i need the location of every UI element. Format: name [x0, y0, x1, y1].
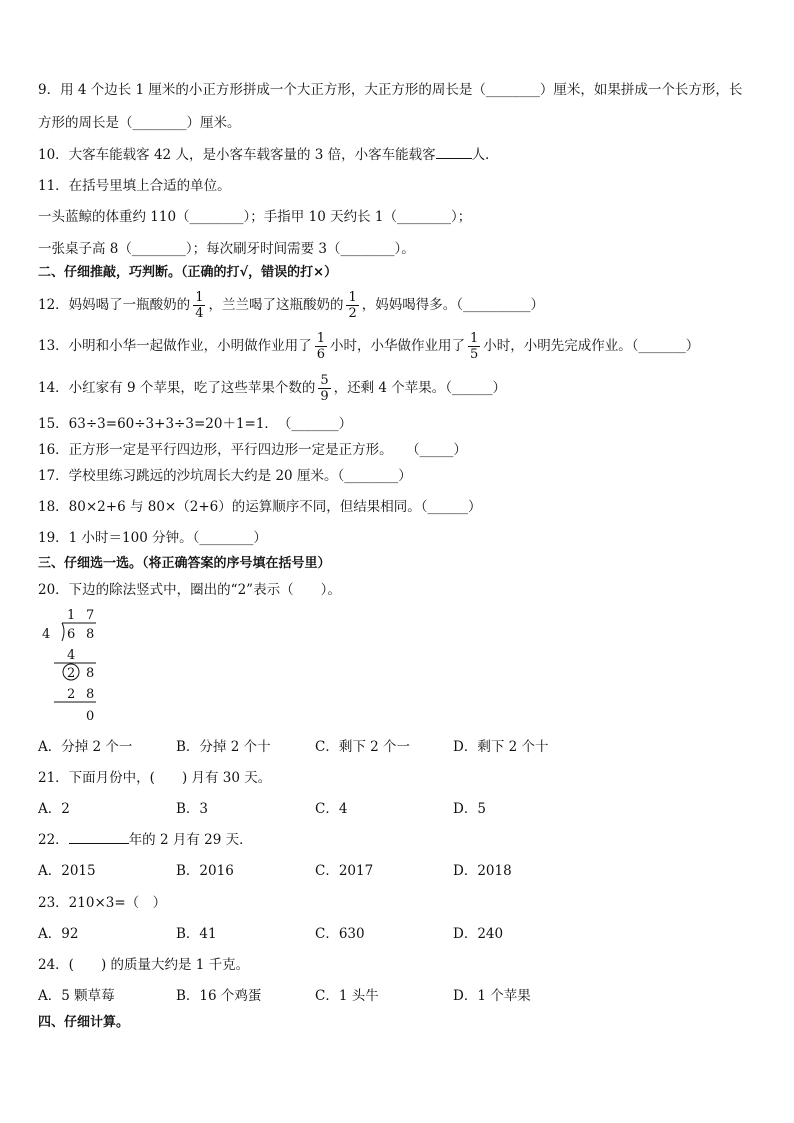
- question-17: 17．学校里练习跳远的沙坑周长大约是 20 厘米。（________）: [38, 468, 412, 484]
- q22-option-c[interactable]: C．2017: [315, 863, 374, 879]
- q23-option-a[interactable]: A．92: [38, 926, 79, 942]
- fraction-denominator: 2: [348, 306, 357, 321]
- question-13-text-c: 小时，小明先完成作业。（_______）: [483, 338, 700, 354]
- remainder-digit: 8: [86, 666, 95, 681]
- question-13-text-b: 小时，小华做作业用了: [329, 338, 465, 354]
- final-remainder: 0: [86, 709, 95, 724]
- question-10: [38, 145, 499, 165]
- q23-option-b[interactable]: B．41: [176, 926, 217, 942]
- fraction-one-fifth: [468, 331, 480, 362]
- q20-option-c[interactable]: C．剩下 2 个一: [315, 739, 411, 755]
- question-21-stem: 21．下面月份中，( ) 月有 30 天。: [38, 770, 272, 786]
- q22-option-a[interactable]: A．2015: [38, 863, 96, 879]
- fraction-denominator: 4: [195, 306, 204, 321]
- question-13-text-a: 13．小明和小华一起做作业，小明做作业用了: [38, 338, 312, 354]
- divisor: 4: [42, 627, 51, 642]
- q24-option-a[interactable]: A．5 颗草莓: [38, 988, 115, 1004]
- answer-blank: [436, 146, 472, 159]
- fraction-one-quarter: [193, 290, 205, 321]
- remainder-digit-circled: 2: [67, 666, 76, 681]
- q21-option-c[interactable]: C．4: [315, 801, 348, 817]
- quotient-digit: 7: [86, 608, 95, 623]
- q22-option-d[interactable]: D．2018: [453, 863, 512, 879]
- q24-option-c[interactable]: C．1 头牛: [315, 988, 379, 1004]
- q21-option-d[interactable]: D．5: [453, 801, 486, 817]
- long-division-diagram: [40, 607, 120, 727]
- question-22-text-b: 年的 2 月有 29 天．: [128, 832, 253, 848]
- question-12: [38, 287, 544, 323]
- q23-option-d[interactable]: D．240: [453, 926, 504, 942]
- question-13: [38, 328, 699, 364]
- fraction-denominator: 6: [316, 347, 325, 362]
- subtrahend-2-digit: 2: [67, 687, 76, 702]
- fraction-numerator: 1: [316, 331, 325, 346]
- question-10-text-a: 10．大客车能载客 42 人，是小客车载客量的 3 倍，小客车能载客: [38, 147, 436, 163]
- section-3-heading: 三、仔细选一选。（将正确答案的序号填在括号里）: [38, 556, 331, 571]
- question-18: 18．80×2+6 与 80×（2+6）的运算顺序不同，但结果相同。（______）: [38, 499, 482, 515]
- question-12-text-a: 12．妈妈喝了一瓶酸奶的: [38, 297, 191, 313]
- fraction-one-sixth: [315, 331, 327, 362]
- subtrahend-2-digit: 8: [86, 687, 95, 702]
- q20-option-a[interactable]: A．分掉 2 个一: [38, 739, 133, 755]
- question-12-text-c: ，妈妈喝得多。（__________）: [361, 297, 544, 313]
- quotient-digit: 1: [67, 608, 76, 623]
- section-2-heading: 二、仔细推敲，巧判断。（正确的打√，错误的打×）: [38, 265, 338, 280]
- q24-option-b[interactable]: B．16 个鸡蛋: [176, 988, 262, 1004]
- dividend-digit: 8: [86, 627, 95, 642]
- question-11-line3: 一张桌子高 8（________）；每次刷牙时间需要 3（________）。: [38, 241, 415, 257]
- q24-option-d[interactable]: D．1 个苹果: [453, 988, 531, 1004]
- fraction-denominator: 9: [320, 389, 329, 404]
- fraction-five-ninths: [318, 373, 330, 404]
- question-14-text-a: 14．小红家有 9 个苹果，吃了这些苹果个数的: [38, 380, 316, 396]
- q23-option-c[interactable]: C．630: [315, 926, 365, 942]
- q21-option-a[interactable]: A．2: [38, 801, 70, 817]
- question-16: 16．正方形一定是平行四边形，平行四边形一定是正方形。 （_____）: [38, 442, 467, 458]
- subtrahend-1: 4: [67, 648, 76, 663]
- question-11-stem: 11．在括号里填上合适的单位。: [38, 178, 231, 194]
- q22-option-b[interactable]: B．2016: [176, 863, 234, 879]
- question-20-stem: 20．下边的除法竖式中，圈出的“2”表示（ ）。: [38, 582, 341, 598]
- question-22-text-a: 22．: [38, 832, 69, 848]
- question-14: [38, 370, 506, 406]
- question-23-stem: 23．210×3=（ ）: [38, 895, 167, 911]
- fraction-numerator: 1: [348, 290, 357, 305]
- question-12-text-b: ，兰兰喝了这瓶酸奶的: [208, 297, 344, 313]
- question-19: 19．1 小时＝100 分钟。（________）: [38, 530, 267, 546]
- section-4-heading: 四、仔细计算。: [38, 1015, 130, 1030]
- fraction-numerator: 1: [195, 290, 204, 305]
- q20-option-b[interactable]: B．分掉 2 个十: [176, 739, 271, 755]
- fraction-one-half: [346, 290, 358, 321]
- question-9-line2: 方形的周长是（________）厘米。: [38, 115, 241, 131]
- question-11-line2: 一头蓝鲸的体重约 110（________）；手指甲 10 天约长 1（________）；: [38, 209, 472, 225]
- fraction-numerator: 1: [469, 331, 479, 346]
- q20-option-d[interactable]: D．剩下 2 个十: [453, 739, 549, 755]
- q21-option-b[interactable]: B．3: [176, 801, 209, 817]
- dividend-digit: 6: [67, 627, 76, 642]
- question-9-line1: 9．用 4 个边长 1 厘米的小正方形拼成一个大正方形，大正方形的周长是（________）厘米，如果拼成一个长方形，长: [38, 82, 743, 98]
- question-22-stem: [38, 830, 253, 850]
- question-15: 15．63÷3=60÷3+3÷3=20＋1=1． （_______）: [38, 416, 353, 432]
- fraction-denominator: 5: [469, 347, 479, 362]
- fraction-numerator: 5: [320, 373, 329, 388]
- question-14-text-b: ，还剩 4 个苹果。（______）: [333, 380, 507, 396]
- answer-blank: [69, 831, 129, 844]
- question-24-stem: 24．( ) 的质量大约是 1 千克。: [38, 957, 250, 973]
- question-10-text-b: 人．: [471, 147, 499, 163]
